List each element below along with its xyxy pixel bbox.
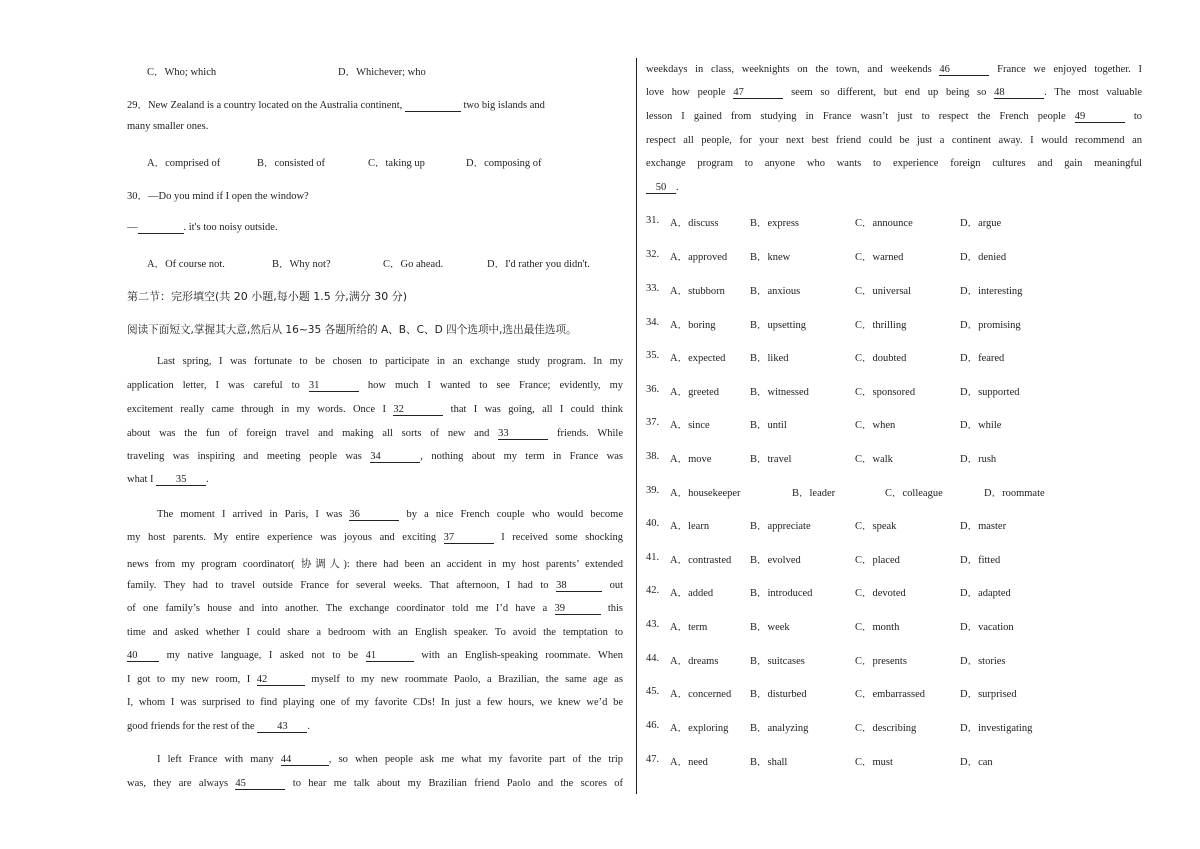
question-number: 45. <box>646 686 660 697</box>
option-a: A．stubborn <box>670 286 725 297</box>
question-number: 42. <box>646 585 660 596</box>
option-a: A．learn <box>670 521 710 532</box>
option-a: A．discuss <box>670 218 719 229</box>
question-number: 31. <box>646 215 660 226</box>
option-d: D．adapted <box>960 588 1011 599</box>
option-d: D．can <box>960 757 993 768</box>
passage-line: The moment I arrived in Paris, I was 36 by a nice French couple who would become <box>157 509 624 520</box>
q30-response: — . it's too noisy outside. <box>127 222 278 233</box>
option-a: A．move <box>670 454 712 465</box>
q29-stem-cont: many smaller ones. <box>127 121 209 132</box>
option-b: B．evolved <box>750 555 801 566</box>
passage-line: family. They had to travel outside France for several weeks. That afternoon, I had to 38 out <box>127 580 624 591</box>
blank-38: 38 <box>556 580 602 592</box>
q30-option-d: D．I'd rather you didn't. <box>487 259 590 270</box>
blank-35: 35 <box>156 474 206 486</box>
option-c: C．sponsored <box>855 387 916 398</box>
option-b: B．introduced <box>750 588 813 599</box>
option-c: C．presents <box>855 656 907 667</box>
option-c: C．month <box>855 622 900 633</box>
q30-option-a: A．Of course not. <box>147 259 225 270</box>
passage-line: weekdays in class, weeknights on the town, and weekends 46 France we enjoyed together. I <box>646 64 1142 75</box>
option-b: B．suitcases <box>750 656 805 667</box>
q28-option-d: D．Whichever; who <box>338 67 426 78</box>
question-number: 43. <box>646 619 660 630</box>
option-d: D．surprised <box>960 689 1017 700</box>
question-number: 37. <box>646 417 660 428</box>
passage-line: my host parents. My entire experience was joyous and exciting 37 I received some shocking <box>127 532 624 543</box>
option-a: A．added <box>670 588 714 599</box>
blank-49: 49 <box>1075 111 1125 123</box>
option-b: B．witnessed <box>750 387 809 398</box>
option-c: C．doubted <box>855 353 907 364</box>
blank-36: 36 <box>349 509 399 521</box>
option-d: D．stories <box>960 656 1006 667</box>
column-divider <box>636 58 637 794</box>
option-b: B．week <box>750 622 790 633</box>
passage-line: I left France with many 44 , so when people ask me what my favorite part of the trip <box>157 754 624 765</box>
option-b: B．until <box>750 420 787 431</box>
option-d: D．while <box>960 420 1002 431</box>
blank-44: 44 <box>281 754 329 766</box>
option-d: D．feared <box>960 353 1005 364</box>
option-b: B．knew <box>750 252 791 263</box>
option-b: B．anxious <box>750 286 801 297</box>
question-number: 41. <box>646 552 660 563</box>
answer-blank <box>405 100 461 112</box>
blank-45: 45 <box>235 778 285 790</box>
option-c: C．placed <box>855 555 900 566</box>
option-b: B．analyzing <box>750 723 809 734</box>
option-b: B．shall <box>750 757 788 768</box>
option-a: A．boring <box>670 320 716 331</box>
passage-line: 40 my native language, I asked not to be 41 with an English-speaking roommate. When <box>127 650 624 661</box>
option-a: A．greeted <box>670 387 719 398</box>
blank-37: 37 <box>444 532 494 544</box>
blank-48: 48 <box>994 87 1044 99</box>
question-number: 46. <box>646 720 660 731</box>
q29-option-c: C．taking up <box>368 158 425 169</box>
blank-32: 32 <box>393 404 443 416</box>
question-number: 36. <box>646 384 660 395</box>
option-b: B．express <box>750 218 799 229</box>
option-d: D．master <box>960 521 1007 532</box>
option-a: A．approved <box>670 252 728 263</box>
option-b: B．disturbed <box>750 689 807 700</box>
option-d: D．roommate <box>984 488 1045 499</box>
passage-line: what I 35 . <box>127 474 209 485</box>
passage-line: lesson I gained from studying in France wasn’t just to respect the French people 49 to <box>646 111 1142 122</box>
option-c: C．must <box>855 757 893 768</box>
option-a: A．housekeeper <box>670 488 741 499</box>
passage-line: Last spring, I was fortunate to be chosen to participate in an exchange study program. In my <box>157 356 623 367</box>
blank-46: 46 <box>939 64 989 76</box>
option-a: A．since <box>670 420 710 431</box>
blank-50: 50 <box>646 182 676 194</box>
passage-line: love how people 47 seem so different, but end up being so 48 . The most valuable <box>646 87 1143 98</box>
option-b: B．leader <box>792 488 836 499</box>
q30-option-b: B．Why not? <box>272 259 331 270</box>
passage-line: excitement really came through in my words. Once I 32 that I was going, all I could think <box>127 404 624 415</box>
passage-line: respect all people, for your next best friend could be just a continent away. I would recommend an <box>646 135 1142 146</box>
option-a: A．contrasted <box>670 555 732 566</box>
passage-line: application letter, I was careful to 31 how much I wanted to see France; evidently, my <box>127 380 623 391</box>
option-c: C．walk <box>855 454 893 465</box>
option-c: C．when <box>855 420 896 431</box>
question-number: 40. <box>646 518 660 529</box>
q29-option-b: B．consisted of <box>257 158 325 169</box>
option-c: C．warned <box>855 252 904 263</box>
option-d: D．rush <box>960 454 997 465</box>
passage-line: about was the fun of foreign travel and making all sorts of new and 33 friends. While <box>127 428 624 439</box>
blank-40: 40 <box>127 650 159 662</box>
question-number: 33. <box>646 283 660 294</box>
section-instructions: 阅读下面短文,掌握其大意,然后从 16~35 各题所给的 A、B、C、D 四个选项中,选出最佳选项。 <box>127 324 577 336</box>
q30-option-c: C．Go ahead. <box>383 259 444 270</box>
passage-line: news from my program coordinator( 协调人): there had been an accident in my host parents’ extended <box>127 559 623 570</box>
option-d: D．investigating <box>960 723 1033 734</box>
blank-42: 42 <box>257 674 305 686</box>
option-d: D．argue <box>960 218 1002 229</box>
q29-option-d: D．composing of <box>466 158 542 169</box>
blank-33: 33 <box>498 428 548 440</box>
passage-line: time and asked whether I could share a bedroom with an English speaker. To avoid the temptation to <box>127 627 623 638</box>
question-number: 38. <box>646 451 660 462</box>
passage-line: exchange program to anyone who wants to experience foreign cultures and gain meaningful <box>646 158 1142 169</box>
option-a: A．dreams <box>670 656 719 667</box>
passage-line: was, they are always 45 to hear me talk about my Brazilian friend Paolo and the scores of <box>127 778 624 789</box>
option-c: C．embarrassed <box>855 689 925 700</box>
passage-line: 50 . <box>646 182 679 194</box>
question-number: 39. <box>646 485 660 496</box>
passage-line: good friends for the rest of the 43 . <box>127 721 310 732</box>
blank-41: 41 <box>366 650 414 662</box>
option-c: C．describing <box>855 723 917 734</box>
option-b: B．liked <box>750 353 789 364</box>
option-a: A．expected <box>670 353 726 364</box>
question-number: 34. <box>646 317 660 328</box>
option-d: D．denied <box>960 252 1007 263</box>
section-title: 第二节：完形填空(共 20 小题,每小题 1.5 分,满分 30 分) <box>127 290 408 303</box>
option-c: C．announce <box>855 218 913 229</box>
option-d: D．interesting <box>960 286 1023 297</box>
option-c: C．thrilling <box>855 320 907 331</box>
option-b: B．appreciate <box>750 521 811 532</box>
question-number: 32. <box>646 249 660 260</box>
passage-line: traveling was inspiring and meeting people was 34 , nothing about my term in France was <box>127 451 623 462</box>
blank-34: 34 <box>370 451 420 463</box>
option-a: A．exploring <box>670 723 729 734</box>
q30-stem: 30．—Do you mind if I open the window? <box>127 191 309 202</box>
question-number: 47. <box>646 754 660 765</box>
blank-39: 39 <box>555 603 601 615</box>
option-a: A．concerned <box>670 689 732 700</box>
option-c: C．devoted <box>855 588 906 599</box>
answer-blank <box>138 222 184 234</box>
q29-option-a: A．comprised of <box>147 158 221 169</box>
q29-stem: 29．New Zealand is a country located on the Australia continent, two big islands and <box>127 100 545 111</box>
option-b: B．upsetting <box>750 320 807 331</box>
passage-line: of one family’s house and into another. The exchange coordinator told me I’d have a 39 this <box>127 603 624 614</box>
question-number: 35. <box>646 350 660 361</box>
option-c: C．colleague <box>885 488 943 499</box>
blank-31: 31 <box>309 380 359 392</box>
option-b: B．travel <box>750 454 792 465</box>
question-number: 44. <box>646 653 660 664</box>
blank-43: 43 <box>257 721 307 733</box>
option-d: D．supported <box>960 387 1020 398</box>
option-d: D．fitted <box>960 555 1001 566</box>
option-c: C．universal <box>855 286 911 297</box>
option-a: A．term <box>670 622 708 633</box>
option-d: D．promising <box>960 320 1021 331</box>
blank-47: 47 <box>733 87 783 99</box>
q28-option-c: C．Who; which <box>147 67 217 78</box>
option-d: D．vacation <box>960 622 1014 633</box>
option-c: C．speak <box>855 521 897 532</box>
passage-line: I got to my new room, I 42 myself to my new roommate Paolo, a Brazilian, the same age as <box>127 674 623 685</box>
option-a: A．need <box>670 757 708 768</box>
passage-line: I, whom I was surprised to find playing one of my favorite CDs! In just a few hours, we knew we’d be <box>127 697 623 708</box>
